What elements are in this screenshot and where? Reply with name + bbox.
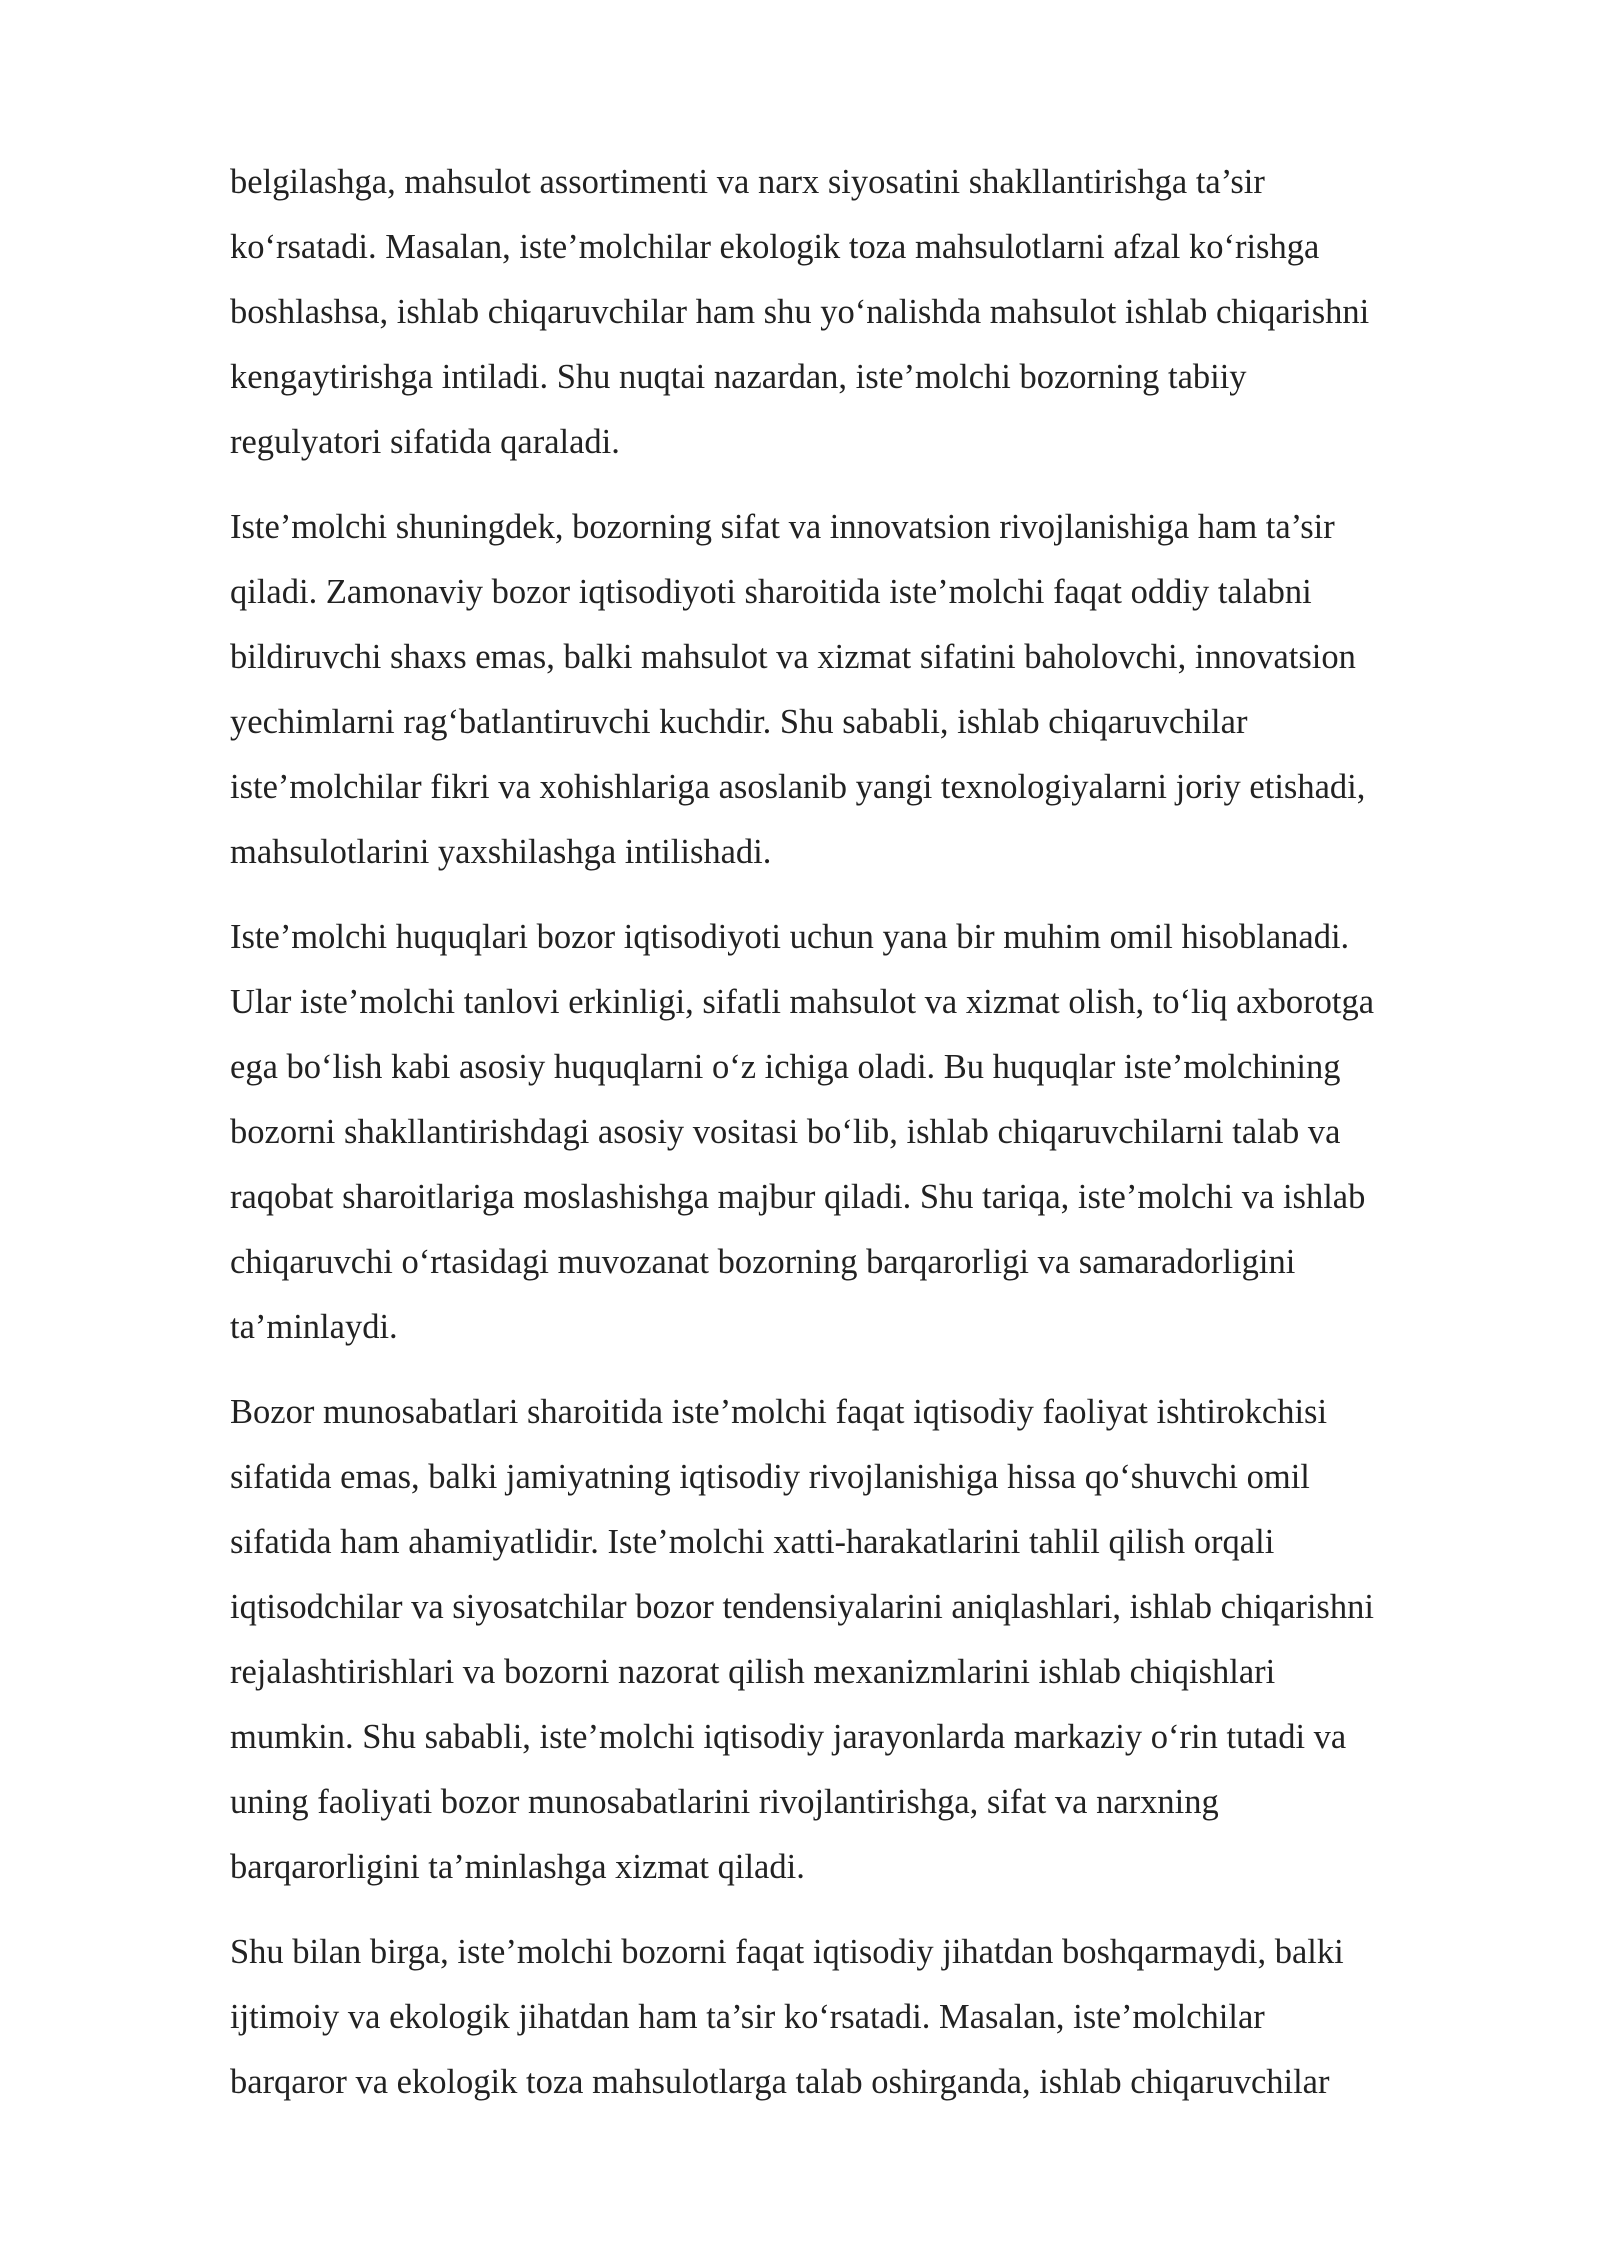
- text-line: boshlashsa, ishlab chiqaruvchilar ham shu yo‘nalishda mahsulot ishlab chiqarishni: [230, 293, 1370, 331]
- text-line: ijtimoiy va ekologik jihatdan ham ta’sir ko‘rsatadi. Masalan, iste’molchilar: [230, 1998, 1265, 2036]
- text-line: iqtisodchilar va siyosatchilar bozor tendensiyalarini aniqlashlari, ishlab chiqarishni: [230, 1588, 1374, 1626]
- text-line: rejalashtirishlari va bozorni nazorat qilish mexanizmlarini ishlab chiqishlari: [230, 1653, 1276, 1691]
- text-line: iste’molchilar fikri va xohishlariga asoslanib yangi texnologiyalarni joriy etishadi,: [230, 768, 1366, 806]
- body-text: [230, 150, 1490, 2135]
- text-line: Ular iste’molchi tanlovi erkinligi, sifatli mahsulot va xizmat olish, to‘liq axborotga: [230, 983, 1375, 1021]
- text-line: ko‘rsatadi. Masalan, iste’molchilar ekologik toza mahsulotlarni afzal ko‘rishga: [230, 228, 1320, 266]
- text-line: Iste’molchi shuningdek, bozorning sifat va innovatsion rivojlanishiga ham ta’sir: [230, 508, 1335, 546]
- text-line: mahsulotlarini yaxshilashga intilishadi.: [230, 833, 772, 871]
- text-line: sifatida ham ahamiyatlidir. Iste’molchi xatti-harakatlarini tahlil qilish orqali: [230, 1523, 1275, 1561]
- text-line: sifatida emas, balki jamiyatning iqtisodiy rivojlanishiga hissa qo‘shuvchi omil: [230, 1458, 1310, 1496]
- text-line: uning faoliyati bozor munosabatlarini rivojlantirishga, sifat va narxning: [230, 1783, 1219, 1821]
- text-line: bildiruvchi shaxs emas, balki mahsulot va xizmat sifatini baholovchi, innovatsion: [230, 638, 1356, 676]
- paragraph-2: [230, 495, 1490, 885]
- text-line: Iste’molchi huquqlari bozor iqtisodiyoti uchun yana bir muhim omil hisoblanadi.: [230, 918, 1350, 956]
- text-line: qiladi. Zamonaviy bozor iqtisodiyoti sharoitida iste’molchi faqat oddiy talabni: [230, 573, 1312, 611]
- text-line: Shu bilan birga, iste’molchi bozorni faqat iqtisodiy jihatdan boshqarmaydi, balki: [230, 1933, 1344, 1971]
- text-line: barqaror va ekologik toza mahsulotlarga talab oshirganda, ishlab chiqaruvchilar: [230, 2063, 1330, 2101]
- paragraph-4: [230, 1380, 1490, 1900]
- paragraph-1: [230, 150, 1490, 475]
- text-line: raqobat sharoitlariga moslashishga majbur qiladi. Shu tariqa, iste’molchi va ishlab: [230, 1178, 1366, 1216]
- paragraph-5: [230, 1920, 1490, 2115]
- text-line: belgilashga, mahsulot assortimenti va narx siyosatini shakllantirishga ta’sir: [230, 163, 1265, 201]
- text-line: bozorni shakllantirishdagi asosiy vositasi bo‘lib, ishlab chiqaruvchilarni talab va: [230, 1113, 1341, 1151]
- text-line: barqarorligini ta’minlashga xizmat qiladi.: [230, 1848, 805, 1886]
- text-line: chiqaruvchi o‘rtasidagi muvozanat bozorning barqarorligi va samaradorligini: [230, 1243, 1296, 1281]
- paragraph-3: [230, 905, 1490, 1360]
- text-line: mumkin. Shu sababli, iste’molchi iqtisodiy jarayonlarda markaziy o‘rin tutadi va: [230, 1718, 1347, 1756]
- text-line: yechimlarni rag‘batlantiruvchi kuchdir. Shu sababli, ishlab chiqaruvchilar: [230, 703, 1248, 741]
- text-line: kengaytirishga intiladi. Shu nuqtai nazardan, iste’molchi bozorning tabiiy: [230, 358, 1247, 396]
- text-line: ta’minlaydi.: [230, 1308, 398, 1346]
- text-line: ega bo‘lish kabi asosiy huquqlarni o‘z ichiga oladi. Bu huquqlar iste’molchining: [230, 1048, 1341, 1086]
- text-line: Bozor munosabatlari sharoitida iste’molchi faqat iqtisodiy faoliyat ishtirokchisi: [230, 1393, 1328, 1431]
- text-line: regulyatori sifatida qaraladi.: [230, 423, 620, 461]
